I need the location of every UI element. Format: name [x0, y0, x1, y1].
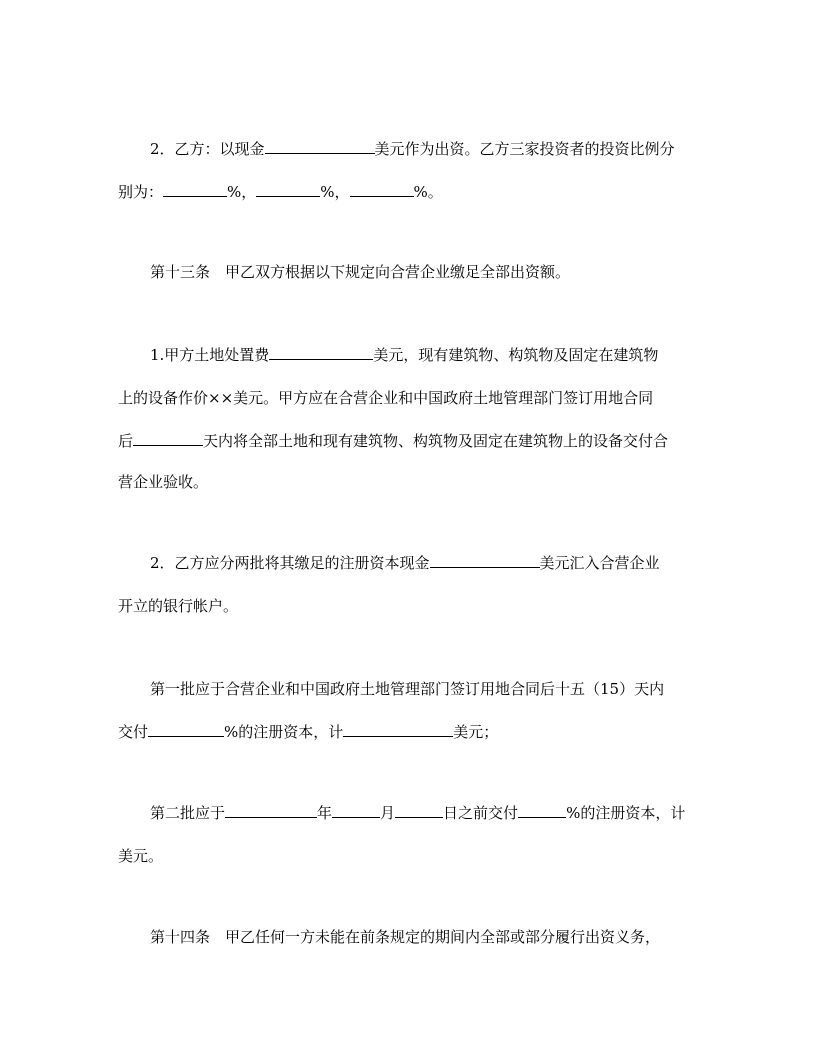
paragraph-line: 第二批应于 年 月 日之前交付 %的注册资本，计 [150, 804, 686, 822]
article-heading: 第十三条 甲乙双方根据以下规定向合营企业缴足全部出资额。 [150, 263, 571, 281]
paragraph-line: 别为： %， %， %。 [118, 183, 443, 201]
blank-underline [343, 722, 453, 737]
blank-underline [133, 431, 203, 446]
blank-underline [395, 803, 443, 818]
blank-underline [332, 803, 380, 818]
paragraph-line: 1.甲方土地处置费 美元，现有建筑物、构筑物及固定在建筑物 [150, 346, 659, 364]
paragraph-line: 交付 %的注册资本，计 美元； [118, 723, 499, 741]
paragraph-line: 2．乙方：以现金 美元作为出资。乙方三家投资者的投资比例分 [150, 140, 675, 158]
paragraph-line: 美元。 [118, 847, 164, 865]
blank-underline [148, 722, 224, 737]
paragraph-line: 上的设备作价××美元。甲方应在合营企业和中国政府土地管理部门签订用地合同 [118, 389, 654, 407]
blank-underline [163, 182, 227, 197]
blank-underline [225, 803, 317, 818]
paragraph-line: 2．乙方应分两批将其缴足的注册资本现金 美元汇入合营企业 [150, 554, 660, 572]
paragraph-line: 后 天内将全部土地和现有建筑物、构筑物及固定在建筑物上的设备交付合 [118, 432, 669, 450]
article-heading: 第十四条 甲乙任何一方未能在前条规定的期间内全部或部分履行出资义务， [150, 928, 661, 946]
paragraph-line: 第一批应于合营企业和中国政府土地管理部门签订用地合同后十五（15）天内 [150, 680, 665, 698]
paragraph-line: 开立的银行帐户。 [118, 597, 239, 615]
blank-underline [430, 553, 540, 568]
paragraph-line: 营企业验收。 [118, 473, 209, 491]
blank-underline [269, 345, 373, 360]
blank-underline [518, 803, 566, 818]
blank-underline [265, 139, 375, 154]
blank-underline [350, 182, 414, 197]
blank-underline [256, 182, 320, 197]
